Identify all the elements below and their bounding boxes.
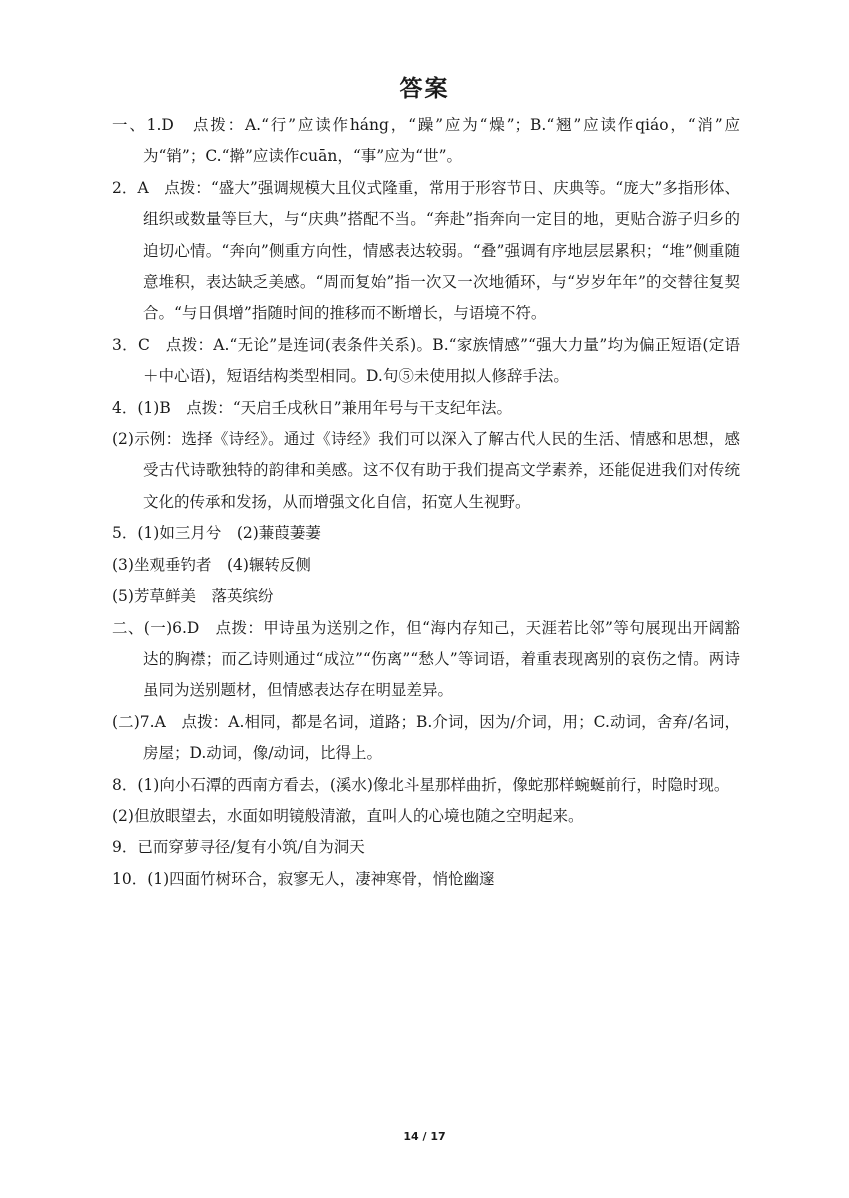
answer-item-4-1: 4．(1)B 点拨：“天启壬戌秋日”兼用年号与干支纪年法。	[112, 398, 513, 417]
answer-item-9: 9．已而穿萝寻径/复有小筑/自为洞天	[112, 838, 365, 857]
answer-item-1: 一、1.D 点拨：A.“行”应读作háng，“躁”应为“燥”；B.“翘”应读作qiáo，“消”应为“销”；C.“擀”应读作cuān，“事”应为“世”。	[112, 116, 740, 166]
answer-item-8-1: 8．(1)向小石潭的西南方看去，(溪水)像北斗星那样曲折，像蛇那样蜿蜒前行，时隐时现。	[112, 775, 730, 794]
answer-item-3: 3．C 点拨：A.“无论”是连词(表条件关系)。B.“家族情感”“强大力量”均为偏正短语(定语＋中心语)，短语结构类型相同。D.句⑤未使用拟人修辞手法。	[112, 335, 740, 386]
answer-item-7: (二)7.A 点拨：A.相同，都是名词，道路；B.介词，因为/介词，用；C.动词，舍弃/名词，房屋；D.动词，像/动词，比得上。	[112, 712, 740, 763]
answer-item-5-c: (5)芳草鲜美 落英缤纷	[112, 587, 274, 606]
answer-item-4-2: (2)示例：选择《诗经》。通过《诗经》我们可以深入了解古代人民的生活、情感和思想，感受古代诗歌独特的韵律和美感。这不仅有助于我们提高文学素养，还能促进我们对传统文化的传承和发扬，从而增强文化自信，拓宽人生视野。	[112, 430, 740, 511]
answer-item-10-1: 10．(1)四面竹树环合，寂寥无人，凄神寒骨，悄怆幽邃	[112, 869, 495, 888]
answer-item-6: 二、(一)6.D 点拨：甲诗虽为送别之作，但“海内存知己，天涯若比邻”等句展现出开阔豁达的胸襟；而乙诗则通过“成泣”“伤离”“愁人”等词语，着重表现离别的哀伤之情。两诗虽同为送别题材，但情感表达存在明显差异。	[112, 618, 740, 700]
answer-list	[112, 110, 740, 895]
page-number: 14 / 17	[403, 1130, 446, 1143]
answer-item-8-2: (2)但放眼望去，水面如明镜般清澈，直叫人的心境也随之空明起来。	[112, 806, 584, 825]
answer-item-5-b: (3)坐观垂钓者 (4)辗转反侧	[112, 555, 311, 574]
page-title: 答案	[399, 76, 450, 102]
answer-item-2: 2．A 点拨：“盛大”强调规模大且仪式隆重，常用于形容节日、庆典等。“庞大”多指形体、组织或数量等巨大，与“庆典”搭配不当。“奔赴”指奔向一定目的地，更贴合游子归乡的迫切心情。“奔向”侧重方向性，情感表达较弱。“叠”强调有序地层层累积；“堆”侧重随意堆积，表达缺乏美感。“周而复始”指一次又一次地循环，与“岁岁年年”的交替往复契合。“与日俱增”指随时间的推移而不断增长，与语境不符。	[112, 178, 740, 323]
answer-item-5-a: 5．(1)如三月兮 (2)蒹葭萋萋	[112, 524, 321, 543]
